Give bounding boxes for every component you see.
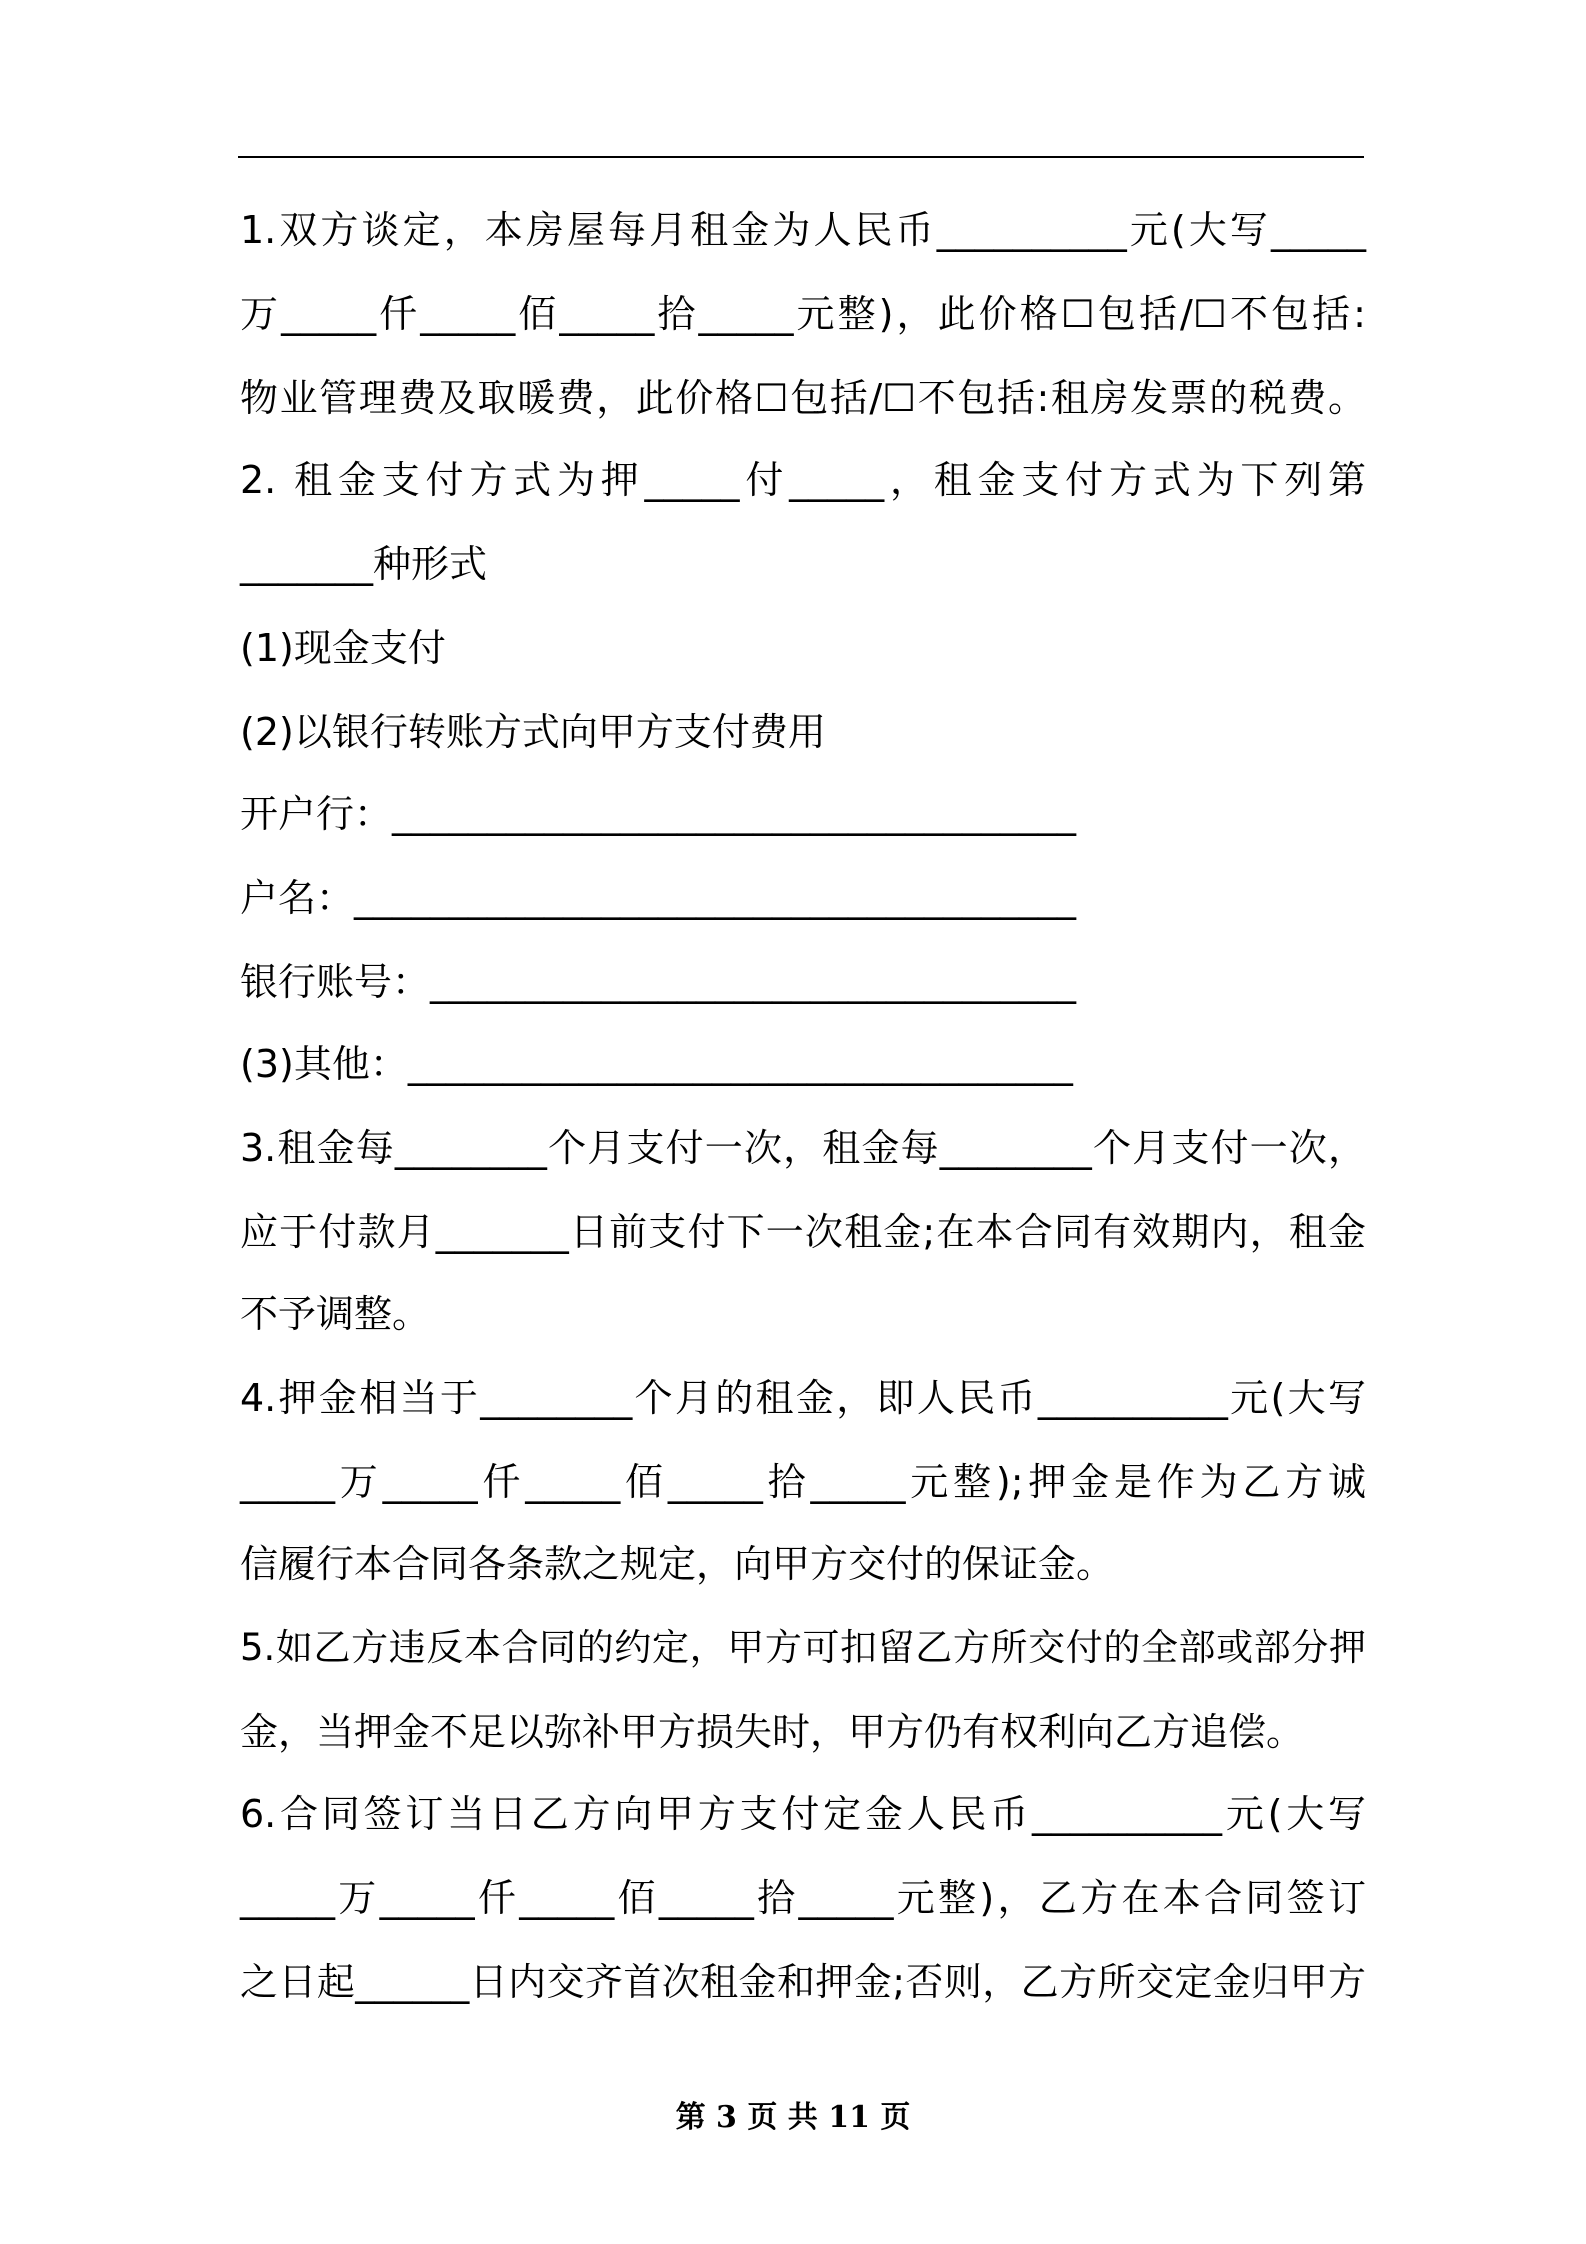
clause-3-line-1: 3.租金每________个月支付一次，租金每________个月支付一次， [240, 1126, 1366, 1170]
account-name-field: 户名：______________________________________ [240, 876, 1077, 920]
clause-6-line-2: _____万_____仟_____佰_____拾_____元整)，乙方在本合同签订 [240, 1876, 1366, 1920]
clause-6-line-1: 6.合同签订当日乙方向甲方支付定金人民币__________元(大写 [240, 1792, 1366, 1836]
clause-6-line-3: 之日起______日内交齐首次租金和押金;否则，乙方所交定金归甲方 [240, 1960, 1366, 2004]
clause-2-line-1: 2. 租金支付方式为押_____付_____，租金支付方式为下列第 [240, 458, 1366, 502]
clause-5-line-1: 5.如乙方违反本合同的约定，甲方可扣留乙方所交付的全部或部分押 [240, 1626, 1366, 1669]
payment-option-cash: (1)现金支付 [240, 626, 446, 670]
clause-1-line-2: 万_____仟_____佰_____拾_____元整)，此价格☐包括/☐不包括: [240, 292, 1366, 336]
bank-name-field: 开户行：____________________________________ [240, 792, 1077, 836]
payment-option-other: (3)其他：___________________________________ [240, 1042, 1073, 1086]
clause-5-line-2: 金，当押金不足以弥补甲方损失时，甲方仍有权利向乙方追偿。 [240, 1710, 1305, 1754]
page-number: 第 3 页 共 11 页 [675, 2100, 911, 2135]
clause-4-line-1: 4.押金相当于________个月的租金，即人民币__________元(大写 [240, 1376, 1366, 1420]
clause-4-line-3: 信履行本合同各条款之规定，向甲方交付的保证金。 [240, 1542, 1115, 1586]
clause-1-line-3: 物业管理费及取暖费，此价格☐包括/☐不包括:租房发票的税费。 [240, 376, 1366, 420]
clause-2-line-2: _______种形式 [240, 542, 488, 586]
header-rule [238, 156, 1364, 158]
clause-4-line-2: _____万_____仟_____佰_____拾_____元整);押金是作为乙方诚 [240, 1460, 1366, 1504]
clause-3-line-2: 应于付款月_______日前支付下一次租金;在本合同有效期内，租金 [240, 1210, 1366, 1254]
account-number-field: 银行账号：__________________________________ [240, 960, 1077, 1004]
clause-3-line-3: 不予调整。 [240, 1292, 431, 1336]
clause-1-line-1: 1.双方谈定，本房屋每月租金为人民币__________元(大写_____ [240, 208, 1366, 252]
payment-option-bank-transfer: (2)以银行转账方式向甲方支付费用 [240, 710, 826, 754]
